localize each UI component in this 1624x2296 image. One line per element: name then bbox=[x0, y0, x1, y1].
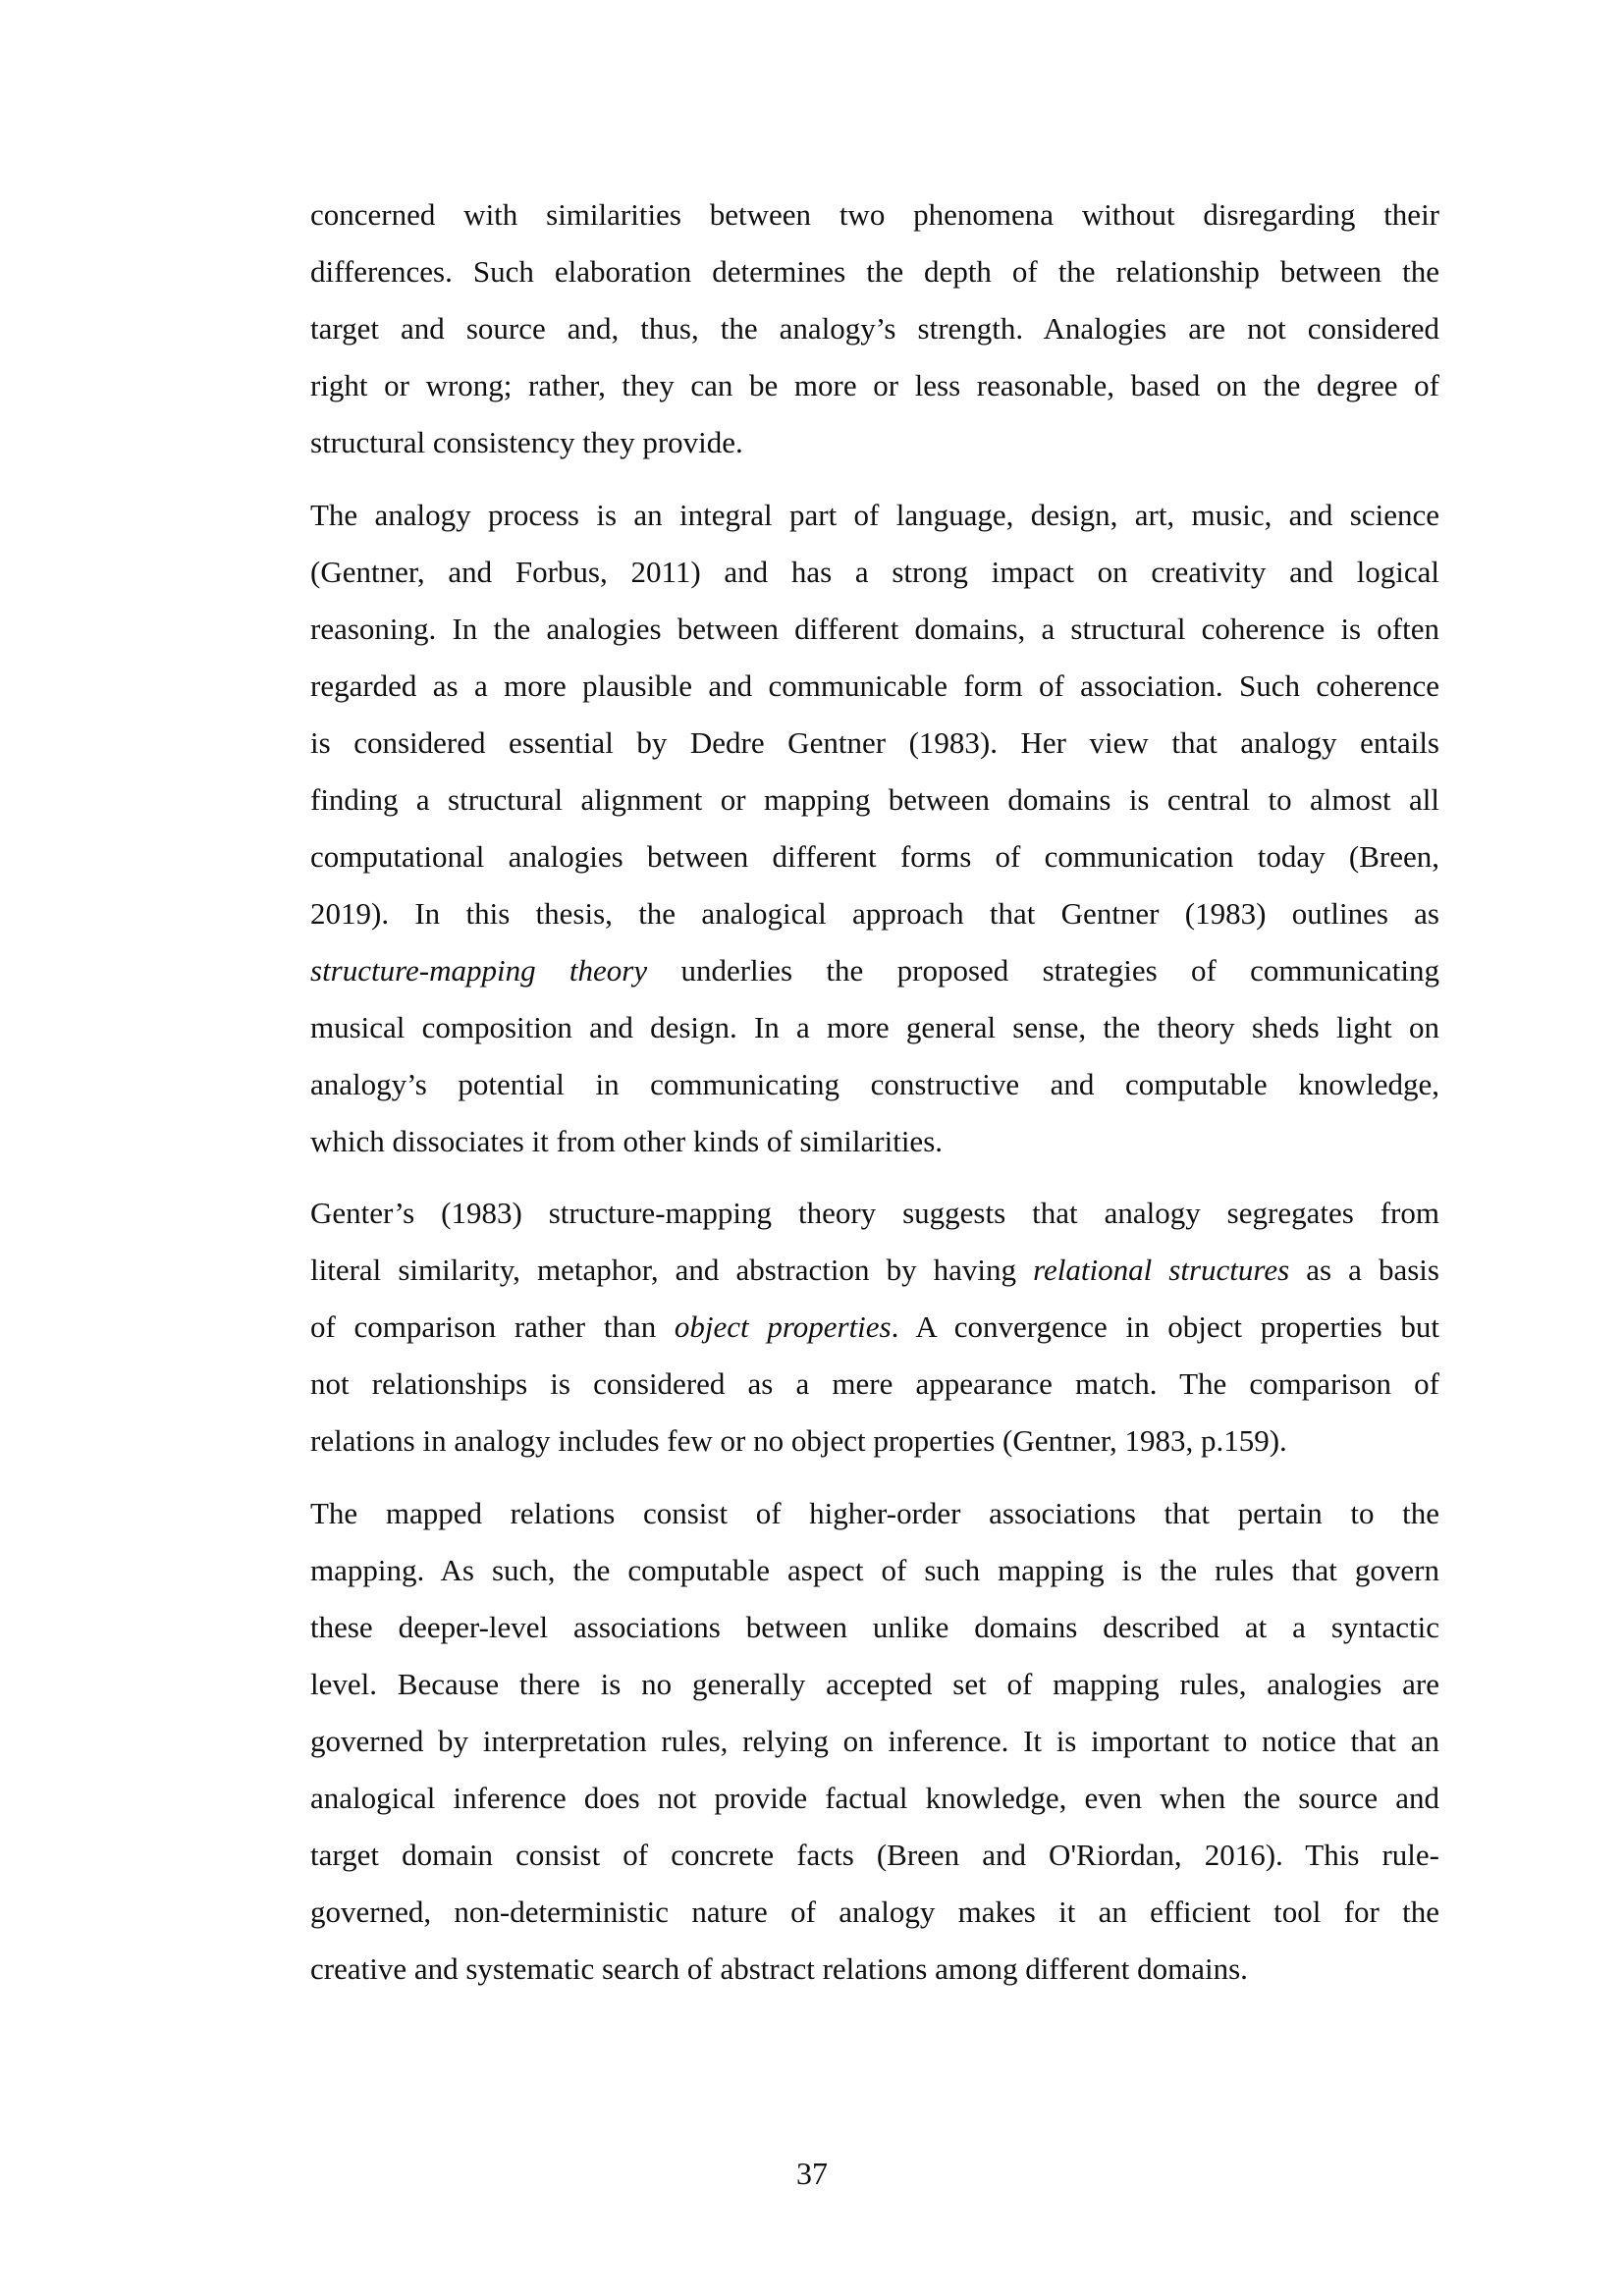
text-line: The mapped relations consist of higher-order associations that pertain to the bbox=[310, 1496, 1439, 1530]
text-line bbox=[310, 1299, 1439, 1356]
text-line: regarded as a more plausible and communicable form of association. Such coherence bbox=[310, 668, 1439, 703]
text-line: differences. Such elaboration determines the depth of the relationship between the bbox=[310, 254, 1439, 289]
text-line: which dissociates it from other kinds of similarities. bbox=[310, 1124, 944, 1158]
text-segment: underlies the proposed strategies of communicating bbox=[647, 953, 1439, 988]
paragraph-4 bbox=[310, 1485, 1439, 1998]
page-number: 37 bbox=[796, 2156, 828, 2191]
text-segment: as a basis bbox=[1289, 1253, 1439, 1287]
text-segment: . A convergence in object properties but bbox=[891, 1309, 1440, 1344]
text-line: finding a structural alignment or mapping between domains is central to almost all bbox=[310, 782, 1439, 817]
text-line: creative and systematic search of abstract relations among different domains. bbox=[310, 1951, 1248, 1986]
text-line bbox=[310, 942, 1439, 999]
text-line: 2019). In this thesis, the analogical approach that Gentner (1983) outlines as bbox=[310, 896, 1439, 931]
italic-term: relational structures bbox=[1033, 1253, 1290, 1287]
text-line: level. Because there is no generally accepted set of mapping rules, analogies are bbox=[310, 1667, 1439, 1701]
text-line: musical composition and design. In a more general sense, the theory sheds light on bbox=[310, 1010, 1439, 1044]
text-line: is considered essential by Dedre Gentner (1983). Her view that analogy entails bbox=[310, 725, 1439, 760]
text-line: governed, non-deterministic nature of analogy makes it an efficient tool for the bbox=[310, 1895, 1439, 1929]
paragraph-2 bbox=[310, 487, 1439, 1170]
text-line: computational analogies between different forms of communication today (Breen, bbox=[310, 839, 1439, 874]
text-line bbox=[310, 1242, 1439, 1299]
text-line: reasoning. In the analogies between different domains, a structural coherence is often bbox=[310, 612, 1439, 646]
text-line: The analogy process is an integral part of language, design, art, music, and science bbox=[310, 498, 1439, 532]
text-line: relations in analogy includes few or no object properties (Gentner, 1983, p.159). bbox=[310, 1423, 1287, 1458]
text-line: not relationships is considered as a mere appearance match. The comparison of bbox=[310, 1366, 1439, 1401]
text-segment: literal similarity, metaphor, and abstraction by having bbox=[310, 1253, 1034, 1287]
text-line: concerned with similarities between two phenomena without disregarding their bbox=[310, 197, 1439, 232]
text-line: Genter’s (1983) structure-mapping theory suggests that analogy segregates from bbox=[310, 1196, 1439, 1230]
text-line: target and source and, thus, the analogy’s strength. Analogies are not considered bbox=[310, 311, 1439, 346]
text-line: analogy’s potential in communicating constructive and computable knowledge, bbox=[310, 1067, 1439, 1101]
paragraph-1 bbox=[310, 187, 1439, 471]
italic-term: structure-mapping theory bbox=[310, 953, 648, 988]
text-line: governed by interpretation rules, relying on inference. It is important to notice that an bbox=[310, 1724, 1439, 1758]
text-line: target domain consist of concrete facts (Breen and O'Riordan, 2016). This rule- bbox=[310, 1838, 1439, 1872]
text-line: right or wrong; rather, they can be more or less reasonable, based on the degree of bbox=[310, 368, 1439, 402]
text-line: structural consistency they provide. bbox=[310, 425, 743, 459]
text-line: analogical inference does not provide factual knowledge, even when the source and bbox=[310, 1781, 1439, 1815]
paragraph-3 bbox=[310, 1185, 1439, 1469]
text-line: these deeper-level associations between unlike domains described at a syntactic bbox=[310, 1610, 1439, 1644]
italic-term: object properties bbox=[674, 1309, 892, 1344]
text-line: (Gentner, and Forbus, 2011) and has a strong impact on creativity and logical bbox=[310, 555, 1439, 589]
text-line: mapping. As such, the computable aspect of such mapping is the rules that govern bbox=[310, 1553, 1439, 1587]
text-segment: of comparison rather than bbox=[310, 1309, 675, 1344]
